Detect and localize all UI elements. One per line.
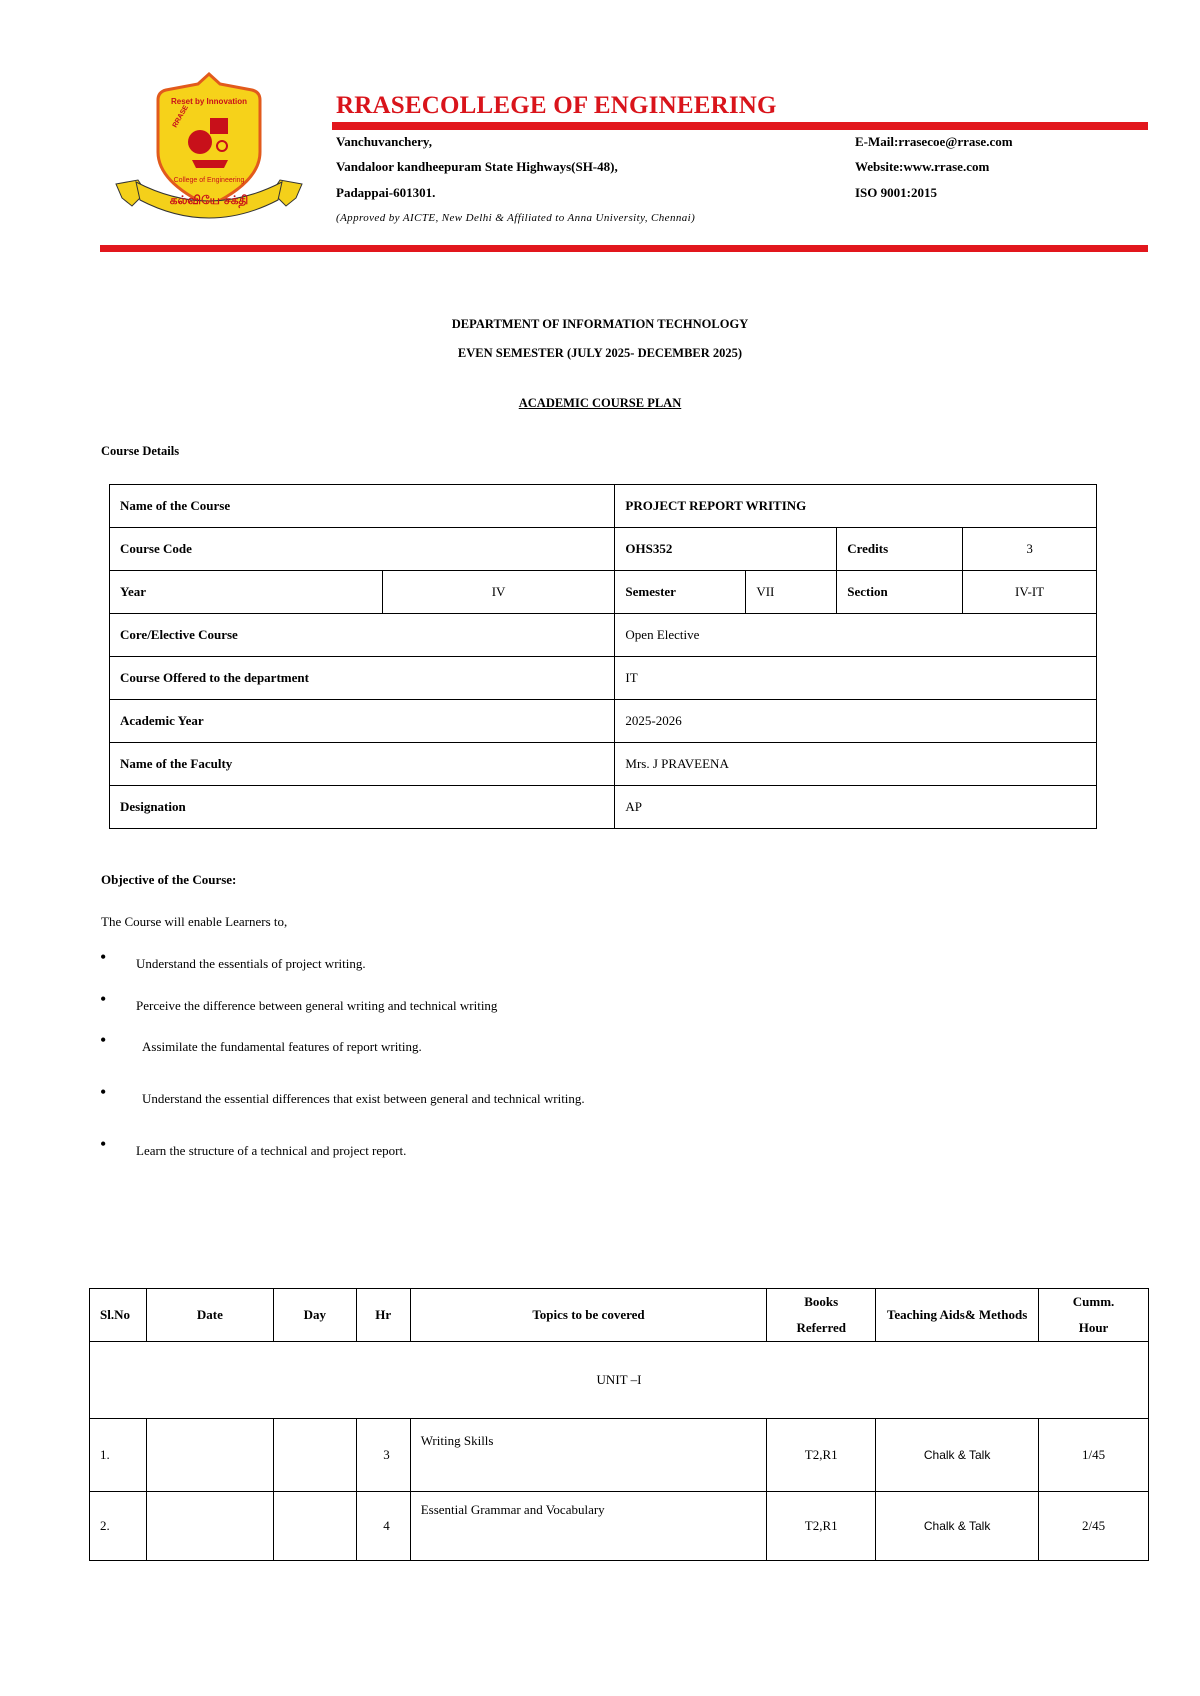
table-row xyxy=(90,1419,1149,1492)
col-books-line-2: Referred xyxy=(796,1320,847,1335)
row-teaching-aids: Chalk & Talk xyxy=(876,1492,1039,1561)
academic-year-value: 2025-2026 xyxy=(615,700,1097,743)
table-row xyxy=(110,743,1097,786)
address-line-1: Vanchuvanchery, xyxy=(336,134,432,149)
section-value: IV-IT xyxy=(963,571,1097,614)
course-name-label: Name of the Course xyxy=(110,485,615,528)
semester-value: VII xyxy=(746,571,837,614)
row-day xyxy=(273,1419,356,1492)
logo-banner-text: கல்வியே சக்தி xyxy=(169,193,249,207)
row-cumm-hour: 2/45 xyxy=(1039,1492,1149,1561)
contact-iso: ISO 9001:2015 xyxy=(855,185,937,200)
col-books xyxy=(767,1289,876,1342)
row-day xyxy=(273,1492,356,1561)
year-value: IV xyxy=(382,571,615,614)
row-books: T2,R1 xyxy=(767,1419,876,1492)
course-code-label: Course Code xyxy=(110,528,615,571)
objective-item: Understand the essentials of project writing. xyxy=(136,956,366,971)
col-cumm-hour xyxy=(1039,1289,1149,1342)
objectives-intro: The Course will enable Learners to, xyxy=(101,914,288,929)
faculty-value: Mrs. J PRAVEENA xyxy=(615,743,1097,786)
row-books: T2,R1 xyxy=(767,1492,876,1561)
semester-heading: EVEN SEMESTER (JULY 2025- DECEMBER 2025) xyxy=(457,346,743,360)
contact-website: Website:www.rrase.com xyxy=(855,159,990,174)
course-details-label: Course Details xyxy=(101,444,180,458)
objective-item: Learn the structure of a technical and project report. xyxy=(136,1143,407,1158)
course-details-table xyxy=(109,484,1097,829)
row-hr: 3 xyxy=(356,1419,410,1492)
row-date xyxy=(146,1492,273,1561)
table-row xyxy=(110,786,1097,829)
bullet-icon: • xyxy=(100,947,107,967)
row-sl: 2. xyxy=(90,1492,147,1561)
col-sl-no: Sl.No xyxy=(90,1289,147,1342)
course-type-value: Open Elective xyxy=(615,614,1097,657)
col-topics: Topics to be covered xyxy=(410,1289,767,1342)
faculty-label: Name of the Faculty xyxy=(110,743,615,786)
logo-bottom-text: College of Engineering xyxy=(173,177,245,184)
bullet-icon: • xyxy=(100,1134,107,1154)
course-type-label: Core/Elective Course xyxy=(110,614,615,657)
col-cumm-line-2: Hour xyxy=(1078,1320,1109,1335)
row-topic: Essential Grammar and Vocabulary xyxy=(410,1492,767,1561)
row-hr: 4 xyxy=(356,1492,410,1561)
table-row xyxy=(110,485,1097,528)
col-hr: Hr xyxy=(356,1289,410,1342)
row-cumm-hour: 1/45 xyxy=(1039,1419,1149,1492)
row-sl: 1. xyxy=(90,1419,147,1492)
logo-top-text: Reset by Innovation xyxy=(170,97,248,106)
col-date: Date xyxy=(146,1289,273,1342)
designation-value: AP xyxy=(615,786,1097,829)
unit-row xyxy=(90,1342,1149,1419)
row-date xyxy=(146,1419,273,1492)
designation-label: Designation xyxy=(110,786,615,829)
header-rule-bottom xyxy=(100,245,1148,252)
plan-title: ACADEMIC COURSE PLAN xyxy=(518,396,682,410)
section-label: Section xyxy=(837,571,963,614)
approval-note: (Approved by AICTE, New Delhi & Affiliated to Anna University, Chennai) xyxy=(336,212,696,224)
academic-year-label: Academic Year xyxy=(110,700,615,743)
objective-item: Understand the essential differences that exist between general and technical writing. xyxy=(142,1091,585,1106)
table-row xyxy=(110,528,1097,571)
row-teaching-aids: Chalk & Talk xyxy=(876,1419,1039,1492)
course-name-value: PROJECT REPORT WRITING xyxy=(615,485,1097,528)
credits-value: 3 xyxy=(963,528,1097,571)
bullet-icon: • xyxy=(100,1030,107,1050)
objective-item: Perceive the difference between general writing and technical writing xyxy=(136,998,498,1013)
table-row xyxy=(110,657,1097,700)
bullet-icon: • xyxy=(100,1082,107,1102)
col-books-line-1: Books xyxy=(804,1294,839,1309)
col-day: Day xyxy=(273,1289,356,1342)
address-line-2: Vandaloor kandheepuram State Highways(SH-48), xyxy=(336,159,618,174)
year-label: Year xyxy=(110,571,383,614)
col-cumm-line-1: Cumm. xyxy=(1072,1294,1115,1309)
objective-item: Assimilate the fundamental features of report writing. xyxy=(142,1039,422,1054)
table-row xyxy=(110,700,1097,743)
address-line-3: Padappai-601301. xyxy=(336,185,436,200)
semester-label: Semester xyxy=(615,571,746,614)
lesson-plan-table xyxy=(89,1288,1149,1561)
college-logo xyxy=(112,70,306,230)
col-teaching-aids: Teaching Aids& Methods xyxy=(876,1289,1039,1342)
course-code-value: OHS352 xyxy=(615,528,837,571)
objectives-title: Objective of the Course: xyxy=(101,872,237,887)
bullet-icon: • xyxy=(100,989,107,1009)
unit-heading: UNIT –I xyxy=(90,1342,1149,1419)
header-rule-top xyxy=(332,122,1148,130)
contact-email: E-Mail:rrasecoe@rrase.com xyxy=(855,134,1013,149)
logo-side-letters: RRASE xyxy=(171,104,190,129)
credits-label: Credits xyxy=(837,528,963,571)
table-row xyxy=(110,571,1097,614)
row-topic: Writing Skills xyxy=(410,1419,767,1492)
offered-value: IT xyxy=(615,657,1097,700)
table-header-row xyxy=(90,1289,1149,1342)
college-name: RRASECOLLEGE OF ENGINEERING xyxy=(336,92,777,119)
department-heading: DEPARTMENT OF INFORMATION TECHNOLOGY xyxy=(451,317,749,331)
table-row xyxy=(90,1492,1149,1561)
offered-label: Course Offered to the department xyxy=(110,657,615,700)
table-row xyxy=(110,614,1097,657)
